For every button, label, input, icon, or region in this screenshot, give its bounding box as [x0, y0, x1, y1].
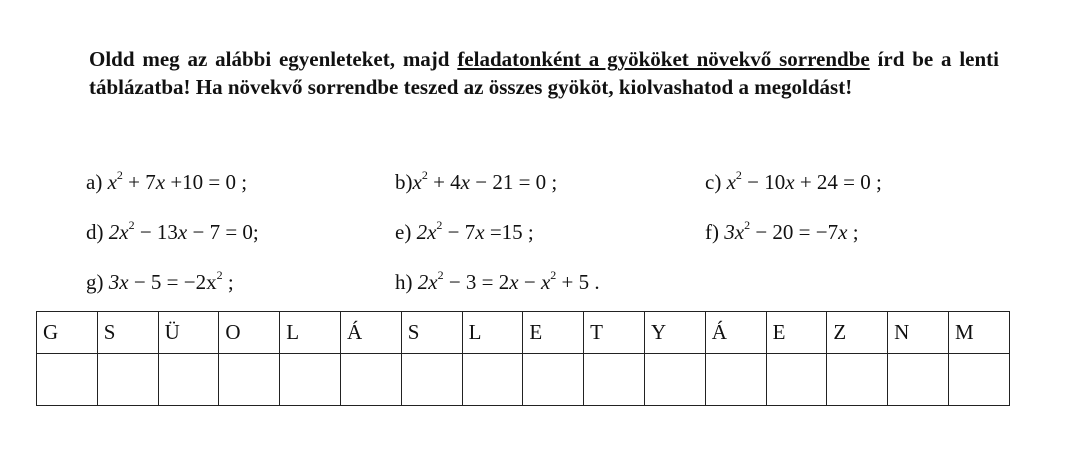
answer-cell[interactable]: [340, 354, 401, 406]
letter-cell: Ü: [158, 312, 219, 354]
equation-f: f) $3x^2 - 20 = -7x$ ;: [705, 218, 859, 244]
letter-cell: T: [584, 312, 645, 354]
equation-b: $b)x^2 + 4x - 21 = 0$ ;: [395, 168, 558, 194]
letter-cell: E: [766, 312, 827, 354]
answer-cell[interactable]: [523, 354, 584, 406]
answer-cell[interactable]: [401, 354, 462, 406]
letter-cell: M: [948, 312, 1009, 354]
answer-cell[interactable]: [97, 354, 158, 406]
answer-table: [36, 311, 1010, 406]
equation-g: g) $3x - 5 = -2x^2$ ;: [86, 268, 234, 294]
answer-cell[interactable]: [766, 354, 827, 406]
answer-cell[interactable]: [948, 354, 1009, 406]
instructions: [89, 45, 999, 101]
equation-e: e) $2x^2 - 7x =15$ ;: [395, 218, 534, 244]
letter-cell: N: [888, 312, 949, 354]
answer-cell[interactable]: [158, 354, 219, 406]
letter-cell: L: [280, 312, 341, 354]
letter-cell: Á: [340, 312, 401, 354]
equation-c: c) $x^2 - 10x + 24 = 0$ ;: [705, 168, 882, 194]
instructions-underlined: feladatonként a gyököket növekvő sorrendbe: [457, 47, 870, 71]
equation-d: d) $2x^2 - 13x - 7 = 0$;: [86, 218, 259, 244]
letter-cell: O: [219, 312, 280, 354]
answer-cell[interactable]: [584, 354, 645, 406]
instructions-text-2: írd be a lenti táblázatba! Ha növekvő sorrendbe teszed az összes gyököt, kiolvashatod a megoldást!: [89, 47, 1000, 99]
answer-cell[interactable]: [827, 354, 888, 406]
answer-cell[interactable]: [280, 354, 341, 406]
answers-row: [37, 354, 1010, 406]
equation-h: h) $2x^2 - 3 = 2x - x^2 + 5$ .: [395, 268, 600, 294]
letter-cell: Á: [705, 312, 766, 354]
letter-cell: Y: [644, 312, 705, 354]
answer-cell[interactable]: [37, 354, 98, 406]
letter-cell: E: [523, 312, 584, 354]
answer-cell[interactable]: [888, 354, 949, 406]
letter-cell: G: [37, 312, 98, 354]
answer-cell[interactable]: [219, 354, 280, 406]
letter-cell: Z: [827, 312, 888, 354]
answer-cell[interactable]: [462, 354, 523, 406]
equation-a: a) $x^2 + 7x +10 = 0$ ;: [86, 168, 248, 194]
letter-cell: S: [401, 312, 462, 354]
answer-cell[interactable]: [705, 354, 766, 406]
letters-row: [37, 312, 1010, 354]
letter-cell: L: [462, 312, 523, 354]
instructions-text-1: Oldd meg az alábbi egyenleteket, majd: [89, 47, 458, 71]
letter-cell: S: [97, 312, 158, 354]
answer-cell[interactable]: [644, 354, 705, 406]
